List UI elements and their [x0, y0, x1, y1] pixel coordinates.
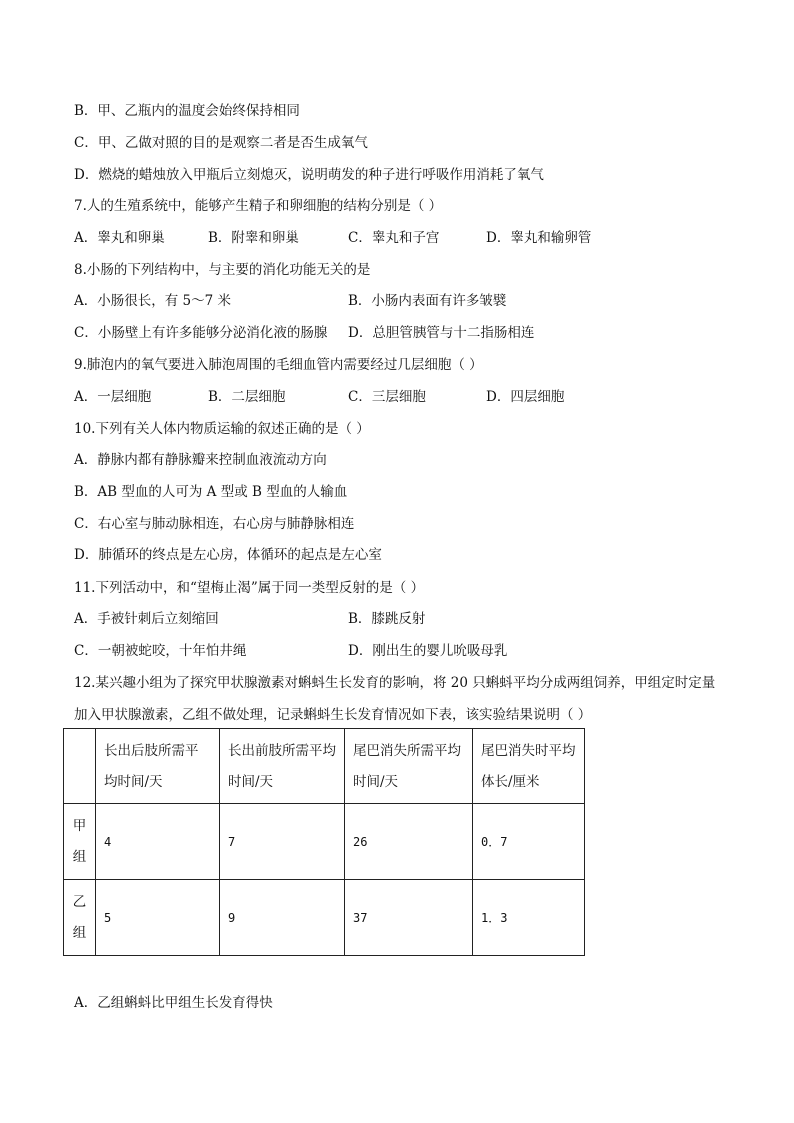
option-a: A．一层细胞	[74, 389, 152, 405]
question-7-stem: 7.人的生殖系统中，能够产生精子和卵细胞的结构分别是（ ）	[74, 198, 443, 214]
table-cell: 7	[220, 804, 345, 880]
table-row	[64, 880, 585, 956]
table-row-label: 乙组	[64, 880, 96, 956]
option-a: A．睾丸和卵巢	[74, 230, 165, 246]
option-a: A．静脉内都有静脉瓣来控制血液流动方向	[74, 452, 327, 468]
option-d: D．总胆管胰管与十二指肠相连	[348, 325, 535, 341]
table-header-cell: 尾巴消失时平均体长/厘米	[473, 729, 585, 804]
table-cell: 37	[345, 880, 473, 956]
question-10-stem: 10.下列有关人体内物质运输的叙述正确的是（ ）	[74, 421, 370, 437]
option-a: A．小肠很长，有 5～7 米	[74, 293, 232, 309]
experiment-table	[63, 728, 585, 956]
question-12-stem-line1: 12.某兴趣小组为了探究甲状腺激素对蝌蚪生长发育的影响，将 20 只蝌蚪平均分成两组饲养，甲组定时定量	[74, 675, 716, 691]
option-a: A．手被针刺后立刻缩回	[74, 611, 219, 627]
table-header-row	[64, 729, 585, 804]
table-cell: 1．3	[473, 880, 585, 956]
option-b: B．AB 型血的人可为 A 型或 B 型血的人输血	[74, 484, 348, 500]
option-c: C．小肠壁上有许多能够分泌消化液的肠腺	[74, 325, 328, 341]
table-cell: 26	[345, 804, 473, 880]
option-b: B．小肠内表面有许多皱襞	[348, 293, 507, 309]
table-cell: 9	[220, 880, 345, 956]
option-d: D．四层细胞	[486, 389, 565, 405]
option-line: D．燃烧的蜡烛放入甲瓶后立刻熄灭，说明萌发的种子进行呼吸作用消耗了氧气	[74, 167, 544, 183]
option-b: B．二层细胞	[208, 389, 286, 405]
option-line: C．甲、乙做对照的目的是观察二者是否生成氧气	[74, 135, 368, 151]
table-header-cell: 长出后肢所需平均时间/天	[96, 729, 220, 804]
table-row	[64, 804, 585, 880]
option-line: B．甲、乙瓶内的温度会始终保持相同	[74, 103, 300, 119]
table-row-label: 甲组	[64, 804, 96, 880]
option-c: C．一朝被蛇咬，十年怕井绳	[74, 643, 247, 659]
option-b: B．膝跳反射	[348, 611, 426, 627]
table-cell: 5	[96, 880, 220, 956]
option-d: D．肺循环的终点是左心房，体循环的起点是左心室	[74, 547, 382, 563]
table-corner-cell	[64, 729, 96, 804]
table-header-cell: 尾巴消失所需平均时间/天	[345, 729, 473, 804]
table-cell: 4	[96, 804, 220, 880]
question-11-stem: 11.下列活动中，和“望梅止渴”属于同一类型反射的是（ ）	[74, 580, 425, 596]
option-d: D．刚出生的婴儿吮吸母乳	[348, 643, 508, 659]
option-d: D．睾丸和输卵管	[486, 230, 592, 246]
option-c: C．右心室与肺动脉相连，右心房与肺静脉相连	[74, 516, 355, 532]
option-a: A．乙组蝌蚪比甲组生长发育得快	[74, 995, 273, 1011]
option-c: C．三层细胞	[348, 389, 426, 405]
table-cell: 0．7	[473, 804, 585, 880]
question-12-stem-line2: 加入甲状腺激素，乙组不做处理，记录蝌蚪生长发育情况如下表，该实验结果说明（ ）	[74, 707, 592, 723]
table-header-cell: 长出前肢所需平均时间/天	[220, 729, 345, 804]
question-9-stem: 9.肺泡内的氧气要进入肺泡周围的毛细血管内需要经过几层细胞（ ）	[74, 357, 483, 373]
option-c: C．睾丸和子宫	[348, 230, 440, 246]
option-b: B．附睾和卵巢	[208, 230, 299, 246]
question-8-stem: 8.小肠的下列结构中，与主要的消化功能无关的是	[74, 262, 371, 278]
